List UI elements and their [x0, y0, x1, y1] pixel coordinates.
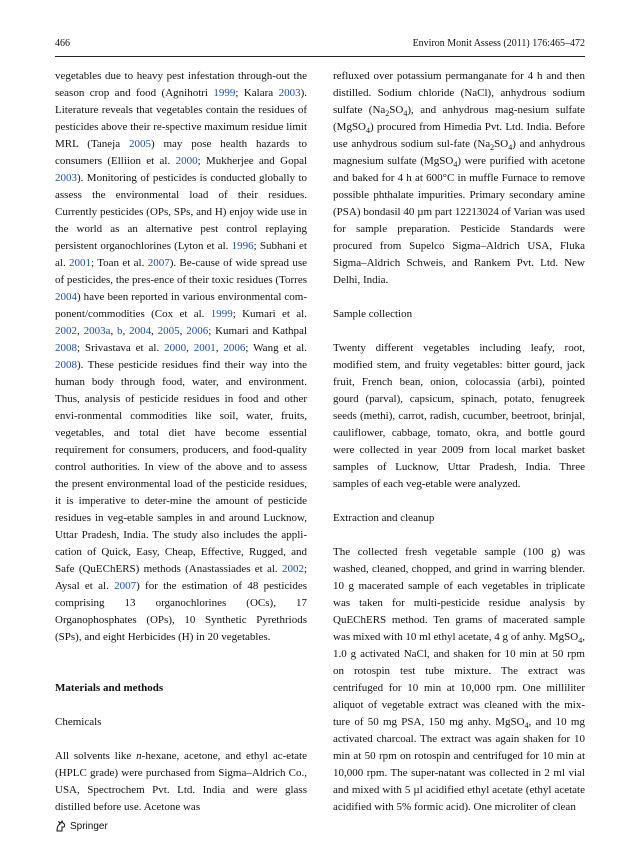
- citation-link[interactable]: 2006: [223, 342, 246, 354]
- subsection-heading-sample-collection: Sample collection: [333, 308, 413, 320]
- citation-link[interactable]: 2005: [157, 325, 180, 337]
- text-run: n: [136, 750, 142, 762]
- text-run: 2: [490, 143, 495, 153]
- text-run: ) procured from Himedia Pvt. Ltd. India. Before use anhydrous sodium sul-fate (Na: [333, 121, 585, 150]
- chemicals-continued-paragraph: [333, 68, 585, 289]
- right-column: [333, 68, 585, 816]
- page-number: 466: [55, 38, 70, 49]
- text-run: ; Aysal et al.: [55, 563, 307, 592]
- citation-link[interactable]: 2006: [186, 325, 209, 337]
- page-footer: [55, 818, 108, 834]
- citation-link[interactable]: 2008: [55, 359, 77, 371]
- intro-paragraph: [55, 68, 307, 646]
- chemicals-paragraph: [55, 748, 307, 816]
- text-run: , 1.0 g activated NaCl, and shaken for 10 min at 50 rpm on rotospin test tube mixture. The extract was centrifuged for 10 min at 10,000 rpm. One milliliter aliquot of vegetable extract was cleaned with the mix-ture of 50 mg PSA, 150 mg anhy. MgSO: [333, 631, 585, 728]
- text-run: ) were purified with acetone and baked for 4 h at 600°C in muffle Furnace to remove possible phthalate impurities. Primary secondary amine (PSA) bondasil 40 µm part 12213024 of Varian was used for sample preparation. Pesticide Standards were procured from Supelco Sigma–Aldrich USA, Fluka Sigma–Aldrich Schweis, and Rankem Pvt. Ltd. New Delhi, India.: [333, 155, 585, 286]
- publisher-name: Springer: [70, 820, 108, 832]
- running-header: [55, 38, 585, 54]
- text-run: ). Be-cause of wide spread use of pesticides, the pres-ence of their toxic residues (Torres: [55, 257, 307, 286]
- text-run: vegetables due to heavy pest infestation through-out the season crop and food (Agnihotri: [55, 70, 307, 99]
- text-run: ) have been reported in various environmental com-ponent/commodities (Cox et al.: [55, 291, 307, 320]
- text-run: ). Literature reveals that vegetables contain the residues of pesticides above their re-spective maximum residue limit MRL (Taneja: [55, 87, 307, 150]
- text-run: ) and anhydrous magnesium sulfate (MgSO: [333, 138, 586, 167]
- citation-link[interactable]: 2004: [55, 291, 77, 303]
- citation-link[interactable]: 1999: [210, 308, 233, 320]
- text-run: ; Subhani et al.: [55, 240, 307, 269]
- text-run: ; Kumari et al.: [232, 308, 307, 320]
- text-run: ; Toan et al.: [91, 257, 148, 269]
- citation-link[interactable]: 2003: [55, 172, 77, 184]
- citation-link[interactable]: 2005: [128, 138, 151, 150]
- citation-link[interactable]: 2003: [278, 87, 301, 99]
- text-run: ), and anhydrous mag-nesium sulfate (MgSO: [333, 104, 586, 133]
- citation-link[interactable]: 1996: [231, 240, 254, 252]
- text-run: , and 10 mg activated charcoal. The extract was again shaken for 10 min at 50 rpm on rotospin and centrifuged for 10 min at 10,000 rpm. The super-natant was collected in 2 ml vial and mixed with 5 µl acidified ethyl acetate (ethyl acetate acidified with 5% formic acid). One microliter of clean: [333, 716, 585, 813]
- section-heading-materials-methods: Materials and methods: [55, 682, 164, 694]
- citation-link[interactable]: 2004: [129, 325, 152, 337]
- text-run: Twenty different vegetables including leafy, root, modified stem, and fruity vegetables: bitter gourd, jack fruit, French bean, onion, colocassia (arbi), pointed gourd (parval), capsicum, spinach, potato, fenugreek seeds (methi), carrot, radish, cucumber, beetroot, brinjal, cauliflower, cabbage, tomato, okra, and bottle gourd were collected in year 2009 from local market basket samples of Lucknow, Uttar Pradesh, India. Three samples of each veg-etable were analyzed.: [333, 342, 585, 490]
- text-run: ; Wang et al.: [245, 342, 307, 354]
- text-run: ; Mukherjee and Gopal: [197, 155, 308, 167]
- subsection-heading-extraction: Extraction and cleanup: [333, 512, 435, 524]
- text-run: ,: [179, 325, 187, 337]
- citation-link[interactable]: 2007: [147, 257, 170, 269]
- text-run: ,: [186, 342, 194, 354]
- subsection-heading-chemicals: Chemicals: [55, 716, 102, 728]
- citation-link[interactable]: b: [117, 325, 123, 337]
- text-run: ,: [110, 325, 118, 337]
- text-run: All solvents like: [55, 750, 137, 762]
- header-rule: [55, 56, 585, 57]
- text-run: 4: [508, 143, 513, 153]
- text-run: 2: [385, 109, 390, 119]
- citation-link[interactable]: 2007: [114, 580, 137, 592]
- text-run: 4: [366, 126, 371, 136]
- text-run: 4: [524, 721, 529, 731]
- journal-citation: Environ Monit Assess (2011) 176:465–472: [412, 38, 585, 49]
- text-run: SO: [494, 138, 509, 150]
- citation-link[interactable]: 1999: [213, 87, 236, 99]
- text-run: ) for the estimation of 48 pesticides comprising 13 organochlorines (OCs), 17 Organophosphates (OPs), 10 Synthetic Pyrethriods (SPs), and eight Herbicides (H) in 20 vegetables.: [55, 580, 308, 643]
- citation-link[interactable]: 2002: [281, 563, 304, 575]
- text-run: 4: [578, 636, 583, 646]
- left-column: [55, 68, 307, 816]
- text-run: ; Kalara: [235, 87, 279, 99]
- citation-link[interactable]: 2001: [193, 342, 216, 354]
- text-run: The collected fresh vegetable sample (100 g) was washed, cleaned, chopped, and grind in warring blender. 10 g macerated sample of each vegetables in triplicate was taken for multi-pesticide residue analysis by QuEChERS method. Ten grams of macerated sample was mixed with 10 ml ethyl acetate, 4 g of anhy. MgSO: [333, 546, 585, 643]
- text-run: ; Kumari and Kathpal: [208, 325, 307, 337]
- text-run: 4: [403, 109, 408, 119]
- text-run: 4: [453, 160, 458, 170]
- text-run: refluxed over potassium permanganate for 4 h and then distilled. Sodium chloride (NaCl), anhydrous sodium sulfate (Na: [333, 70, 585, 116]
- text-run: ). These pesticide residues find their way into the human body through food, water, and environment. Thus, analysis of pesticide residues in food and other envi-ronmental commodities like soil, water, fruits, vegetables, and total diet have become essential requirement for consumers, producers, and food-quality control authorities. In view of the above and to assess the present environmental load of the pesticide residues, it is imperative to deter-mine the amount of pesticide residues in veg-etable samples in and around Lucknow, Uttar Pradesh, India. The study also includes the appli-cation of Quick, Easy, Cheap, Effective, Rugged, and Safe (QuEChERS) methods (Anastassiades et al.: [55, 359, 307, 575]
- citation-link[interactable]: 2003a: [83, 325, 111, 337]
- text-run: ; Srivastava et al.: [77, 342, 165, 354]
- text-run: SO: [389, 104, 404, 116]
- text-run: ,: [77, 325, 84, 337]
- text-run: ). Monitoring of pesticides is conducted globally to assess the environmental load of their residues. Currently pesticides (OPs, SPs, and H) enjoy wide use in the world as an alternative pest control replaying persistent organochlorines (Lyton et al.: [55, 172, 307, 252]
- citation-link[interactable]: 2002: [55, 325, 77, 337]
- citation-link[interactable]: 2008: [55, 342, 77, 354]
- text-run: ,: [122, 325, 130, 337]
- extraction-paragraph: [333, 544, 585, 816]
- text-run: -hexane, acetone, and ethyl ac-etate (HPLC grade) were purchased from Sigma–Aldrich Co., USA, Spectrochem Pvt. Ltd. India and were glass distilled before use. Acetone was: [55, 750, 307, 813]
- text-run: ,: [215, 342, 224, 354]
- springer-horse-icon: [55, 820, 67, 832]
- text-run: ) may pose health hazards to consumers (Elliion et al.: [55, 138, 307, 167]
- sample-collection-paragraph: [333, 340, 585, 493]
- citation-link[interactable]: 2001: [69, 257, 92, 269]
- citation-link[interactable]: 2000: [164, 342, 187, 354]
- citation-link[interactable]: 2000: [175, 155, 198, 167]
- text-run: ,: [151, 325, 158, 337]
